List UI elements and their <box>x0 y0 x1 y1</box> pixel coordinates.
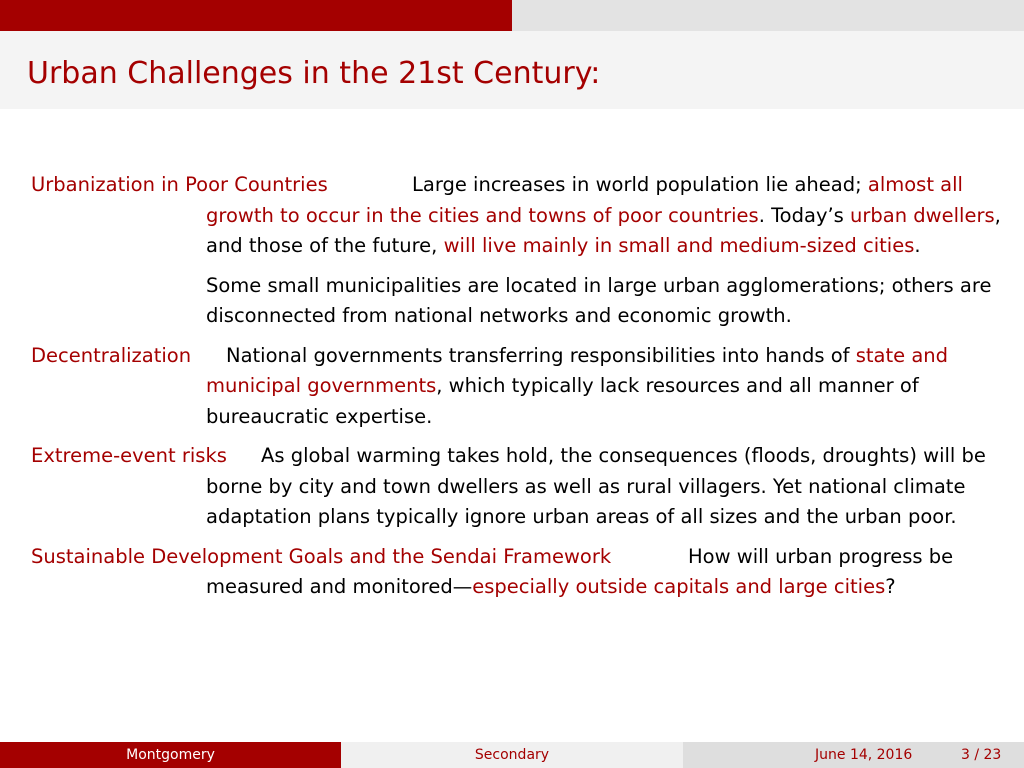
progress-bar-fill <box>0 0 512 31</box>
highlight-text: almost all growth to occur in the cities and towns of poor countries <box>206 173 963 227</box>
footer-date: June 14, 2016 <box>815 747 913 763</box>
paragraph: Large increases in world population lie ahead; almost all growth to occur in the cities and towns of poor countries. Today’s urban dwellers, and those of the future, will live mainly in small and medium-sized cities. <box>206 173 1001 257</box>
footer-author: Montgomery <box>0 742 341 768</box>
list-item-urbanization <box>31 170 1001 332</box>
term-urbanization: Urbanization in Poor Countries <box>31 173 328 196</box>
progress-bar-track <box>512 0 1024 31</box>
definition-extreme-event-risks <box>206 441 1001 533</box>
definition-decentralization <box>206 341 1001 433</box>
highlight-text: will live mainly in small and medium-sized cities <box>443 234 915 257</box>
list-item-extreme-event-risks <box>31 441 1001 533</box>
footer <box>0 742 1024 768</box>
paragraph: How will urban progress be measured and monitored—especially outside capitals and large cities? <box>206 544 954 598</box>
term-decentralization: Decentralization <box>31 343 192 367</box>
footer-right <box>683 742 1024 768</box>
term-extreme-event-risks: Extreme-event risks <box>31 444 227 467</box>
highlight-text: urban dwellers <box>850 203 995 227</box>
highlight-text: state and municipal governments <box>206 343 949 397</box>
paragraph: As global warming takes hold, the consequences (floods, droughts) will be borne by city and town dwellers as well as rural villagers. Yet national climate adaptation plans typically ignore urban areas of all sizes and the urban poor. <box>206 444 986 528</box>
list-item-sdg-sendai <box>31 542 1001 603</box>
slide-title: Urban Challenges in the 21st Century: <box>27 56 601 91</box>
paragraph: Some small municipalities are located in large urban agglomerations; others are disconnected from national networks and economic growth. <box>206 273 992 327</box>
term-sdg-sendai: Sustainable Development Goals and the Sendai Framework <box>31 544 612 568</box>
highlight-text: especially outside capitals and large cities <box>472 575 886 598</box>
page-number: 3 / 23 <box>961 747 1002 763</box>
footer-section: Secondary <box>341 742 683 768</box>
description-list <box>31 170 1001 612</box>
title-bar <box>0 31 1024 109</box>
list-item-decentralization <box>31 341 1001 433</box>
paragraph: National governments transferring responsibilities into hands of state and municipal governments, which typically lack resources and all manner of bureaucratic expertise. <box>206 343 949 428</box>
